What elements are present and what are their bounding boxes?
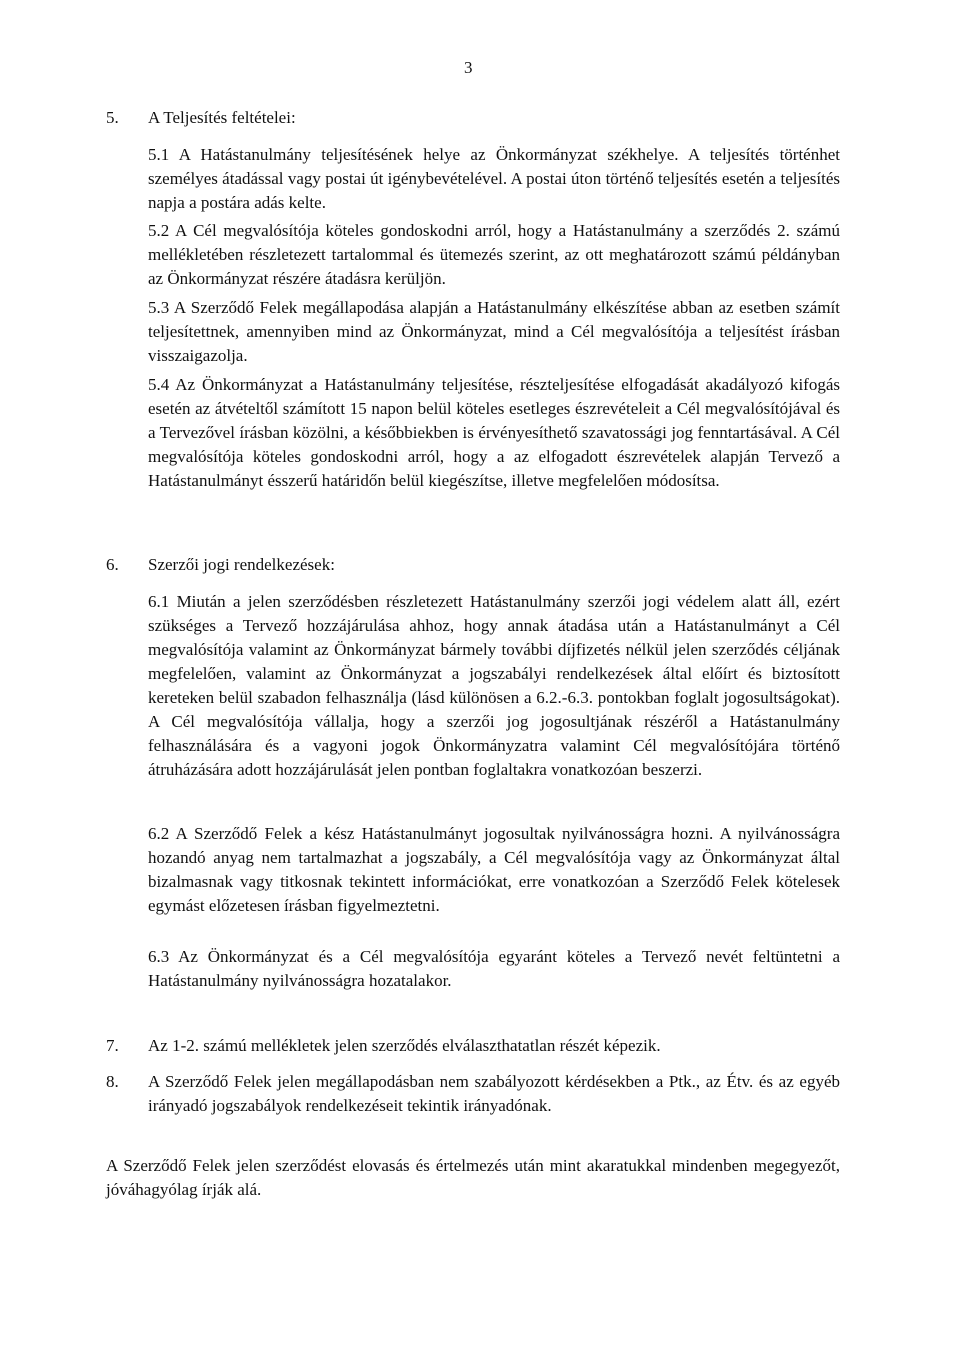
clause-6-1: 6.1 Miután a jelen szerződésben részletezett Hatástanulmány szerzői jogi védelem alatt áll, ezért szükséges a Tervező hozzájárulása ahhoz, hogy annak átadása után a Hatástanulmányt a Cél megvalósítója valamint az Önkormányzat bármely további díjfizetés nélkül jelen szerződés céljának megfelelően, valamint az Önkormányzat a jogszabályi rendelkezések által előírt és biztosított kereteken belül szabadon felhasználja (lásd különösen a 6.2.-6.3. pontokban foglalt jogosultságokat). A Cél megvalósítója vállalja, hogy a szerzői jog jogosultjának részéről a Hatástanulmány felhasználására és a vagyoni jogok Önkormányzatra valamint Cél megvalósítójára történő átruházására adott hozzájárulását jelen pontban foglaltakra vonatkozóan beszerzi.	[148, 592, 840, 779]
clause-6-2: 6.2 A Szerződő Felek a kész Hatástanulmányt jogosultak nyilvánosságra hozni. A nyilvánosságra hozandó anyag nem tartalmazhat a jogszabály, a Cél megvalósítója vagy az Önkormányzat által bizalmasnak vagy titkosnak tekintett információkat, erre vonatkozóan a Szerződő Felek kötelesek egymást előzetesen írásban figyelmeztetni.	[148, 824, 840, 915]
section-7-text: Az 1-2. számú mellékletek jelen szerződés elválaszthatatlan részét képezik.	[148, 1036, 661, 1055]
section-6-number: 6.	[106, 555, 119, 574]
section-8-number: 8.	[106, 1072, 119, 1091]
page-number: 3	[464, 58, 473, 77]
clause-5-4: 5.4 Az Önkormányzat a Hatástanulmány teljesítése, részteljesítése elfogadását akadályozó kifogás esetén az átvételtől számított 15 napon belül köteles esetleges észrevételeit a Cél megvalósítójával és a Tervezővel írásban közölni, a későbbiekben is érvényesíthető szavatossági jog fenntartásával. A Cél megvalósítója köteles gondoskodni arról, hogy a az elfogadott észrevételek alapján Tervező a Hatástanulmányt ésszerű határidőn belül kiegészítse, illetve megfelelően módosítsa.	[148, 375, 840, 490]
clause-6-3: 6.3 Az Önkormányzat és a Cél megvalósítója egyaránt köteles a Tervező nevét feltüntetni a Hatástanulmány nyilvánosságra hozatalakor.	[148, 947, 840, 990]
closing-statement: A Szerződő Felek jelen szerződést elovasás és értelmezés után mint akaratukkal mindenben megegyezőt, jóváhagyólag írják alá.	[106, 1156, 840, 1199]
section-5-title: A Teljesítés feltételei:	[148, 108, 296, 127]
section-8-text: A Szerződő Felek jelen megállapodásban nem szabályozott kérdésekben a Ptk., az Étv. és az egyéb irányadó jogszabályok rendelkezéseit tekintik irányadónak.	[148, 1072, 840, 1115]
clause-5-2: 5.2 A Cél megvalósítója köteles gondoskodni arról, hogy a Hatástanulmány a szerződés 2. számú mellékletében részletezett tartalommal és ütemezés szerint, az ott meghatározott számú példányban az Önkormányzat részére átadásra kerüljön.	[148, 221, 840, 288]
section-6-title: Szerzői jogi rendelkezések:	[148, 555, 335, 574]
section-7-number: 7.	[106, 1036, 119, 1055]
clause-5-3: 5.3 A Szerződő Felek megállapodása alapján a Hatástanulmány elkészítése abban az esetben számít teljesítettnek, amennyiben mind az Önkormányzat, mind a Cél megvalósítója a teljesítést írásban visszaigazolja.	[148, 298, 840, 365]
clause-5-1: 5.1 A Hatástanulmány teljesítésének helye az Önkormányzat székhelye. A teljesítés történhet személyes átadással vagy postai út igénybevételével. A postai úton történő teljesítés esetén a teljesítés napja a postára adás kelte.	[148, 145, 840, 212]
section-5-number: 5.	[106, 108, 119, 127]
